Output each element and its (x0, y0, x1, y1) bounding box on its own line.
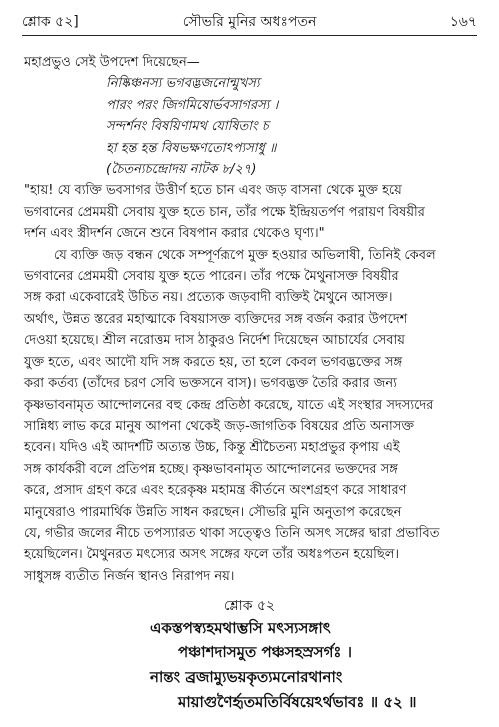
header-divider (22, 35, 477, 36)
body-line: যে, গভীর জলের নীচে তপস্যারত থাকা সত্ত্বেও তিনি অসৎ সঙ্গের দ্বারা প্রভাবিত (24, 525, 440, 541)
body-line: মানুষেরাও পারমার্থিক উন্নতি সাধন করছেন। সৌভরি মুনি অনুতাপ করেছেন (24, 504, 402, 520)
sloka-line: পঞ্চাশদাসমুত পঞ্চসহস্রসর্গঃ । (178, 643, 352, 661)
sloka-line: মায়াগুণৈর্হৃতমতির্বিষয়েঽর্থভাবঃ ॥ ৫২ ॥ (178, 693, 417, 711)
body-line: সান্নিধ্য লাভ করে মানুষ আপনা থেকেই জড়-জাগতিক বিষয়ের প্রতি অনাসক্ত (24, 418, 414, 434)
sloka-line: একস্তপস্ব্যহমথাম্ভসি মৎস্যসঙ্গাৎ (150, 619, 331, 637)
body-line: সঙ্গ কার্যকরী বলে প্রতিপন্ন হচ্ছে। কৃষ্ণভাবনামৃত আন্দোলনের ভক্তদের সঙ্গ (24, 461, 398, 477)
verse-line: হা হন্ত হন্ত বিষভক্ষণতোঽপ্যসাধু ॥ (106, 140, 277, 156)
quoted-verse (106, 73, 479, 159)
body-line: যুক্ত হতে, এবং আদৌ যদি সঙ্গ করতে হয়, তা হলে কেবল ভগবদ্ভক্তের সঙ্গ (24, 354, 403, 370)
body-paragraph (24, 245, 479, 588)
intro-line: মহাপ্রভুও সেই উপদেশ দিয়েছেন— (24, 55, 200, 70)
quote-line: "হায়! যে ব্যক্তি ভবসাগর উত্তীর্ণ হতে চান এবং জড় বাসনা থেকে মুক্ত হয়ে (24, 183, 402, 199)
page-header (22, 10, 477, 32)
body-line: দেওয়া হয়েছে। শ্রীল নরোত্তম দাস ঠাকুরও নির্দেশ দিয়েছেন আচার্যের সেবায় (24, 333, 405, 349)
header-verse-ref: শ্লোক ৫২] (22, 14, 79, 30)
body-line: কৃষ্ণভাবনামৃত আন্দোলনের বহু কেন্দ্র প্রতিষ্ঠা করেছে, যাতে এই সংস্থার সদস্যদের (24, 397, 434, 413)
chapter-title: সৌভরি মুনির অধঃপতন (182, 14, 317, 30)
body-line: হয়েছিলেন। মৈথুনরত মৎস্যের অসৎ সঙ্গের ফলে তাঁর অধঃপতন হয়েছিল। (24, 547, 400, 563)
translation-quote (24, 180, 479, 244)
purport-text (24, 52, 479, 587)
quote-line: ভগবানের প্রেমময়ী সেবায় যুক্ত হতে চান, তাঁর পক্ষে ইন্দ্রিয়তর্পণ পরায়ণ বিষয়ীর (24, 204, 425, 220)
body-line: করে, প্রসাদ গ্রহণ করে এবং হরেকৃষ্ণ মহামন্ত্র কীর্তনে অংশগ্রহণ করে সাধারণ (24, 483, 407, 499)
verse-line: নিষ্কিঞ্চনস্য ভগবদ্ভজনোন্মুখস্য (106, 76, 260, 92)
quote-line: দর্শন এবং স্ত্রীদর্শন জেনে শুনে বিষপান করার থেকেও ঘৃণ্য।" (24, 226, 325, 242)
body-line: অর্থাৎ, উন্নত স্তরের মহাত্মাকে বিষয়াসক্ত ব্যক্তিদের সঙ্গ বর্জন করার উপদেশ (24, 311, 408, 327)
body-line: সঙ্গ করা একেবারেই উচিত নয়। প্রত্যেক জড়বাদী ব্যক্তিই মৈথুনে আসক্ত। (24, 290, 393, 306)
body-line: হবেন। যদিও এই আদর্শটি অত্যন্ত উচ্চ, কিন্তু শ্রীচৈতন্য মহাপ্রভুর কৃপায় এই (24, 440, 400, 456)
sloka-heading: শ্লোক ৫২ (223, 598, 276, 614)
verse-citation: (চৈতন্যচন্দ্রোদয় নাটক ৮/২৭) (106, 162, 257, 178)
page-number: ১৬৭ (449, 14, 477, 30)
body-line: করা কর্তব্য (তাঁদের চরণ সেবি ভক্তসনে বাস)। ভগবদ্ভক্ত তৈরি করার জন্য (24, 376, 397, 392)
body-line: সাধুসঙ্গ ব্যতীত নির্জন স্থানও নিরাপদ নয়। (24, 568, 235, 584)
sloka-line: নান্তং ব্রজাম্যুভয়কৃত্যমনোরথানাং (150, 668, 343, 686)
verse-line: সন্দর্শনং বিষয়িণামথ যোষিতাং চ (106, 119, 269, 135)
body-line: যে ব্যক্তি জড় বন্ধন থেকে সম্পূর্ণরূপে মুক্ত হওয়ার অভিলাষী, তিনিই কেবল (54, 247, 436, 263)
body-line: ভগবানের প্রেমময়ী সেবায় যুক্ত হতে পারেন। তাঁর পক্ষে মৈথুনাসক্ত বিষয়ীর (24, 269, 399, 285)
verse-line: পারং পরং জিগমিষোর্ভবসাগরস্য । (106, 97, 279, 113)
